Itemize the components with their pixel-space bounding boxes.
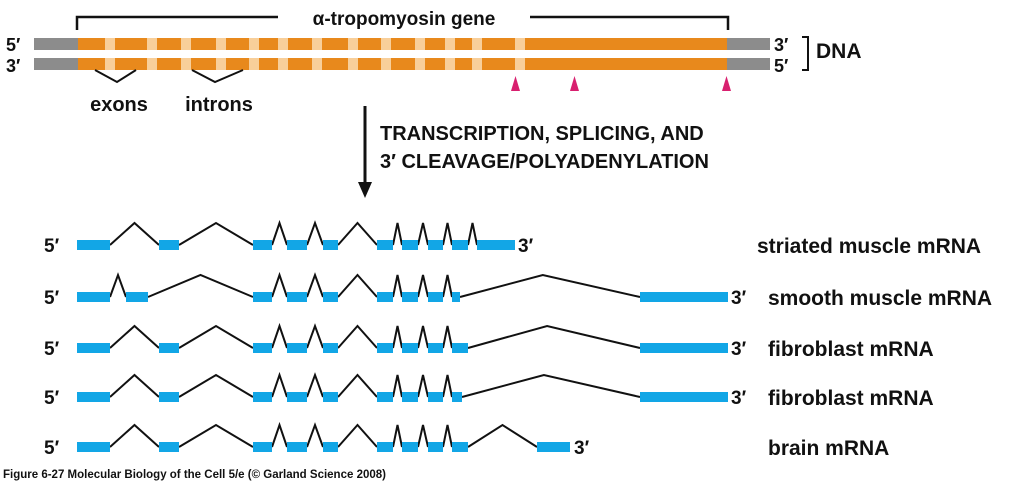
gene-title: α-tropomyosin gene bbox=[312, 9, 496, 30]
mrna-exon bbox=[377, 392, 393, 402]
exon-band bbox=[312, 58, 322, 70]
mrna-exon bbox=[253, 392, 272, 402]
exon-band bbox=[312, 38, 322, 50]
mrna-exon bbox=[428, 343, 443, 353]
mrna-exon bbox=[287, 392, 307, 402]
mrna-exon bbox=[377, 292, 393, 302]
mrna-3prime-label: 3′ bbox=[574, 438, 590, 459]
mrna-exon bbox=[77, 343, 110, 353]
mrna-5prime-label: 5′ bbox=[44, 388, 60, 409]
mrna-exon bbox=[452, 392, 462, 402]
mrna-3prime-label: 3′ bbox=[731, 339, 747, 360]
bottom-strand-gene-body bbox=[78, 58, 727, 70]
mrna-isoform-list bbox=[44, 223, 992, 460]
bottom-strand-3prime-label: 3′ bbox=[6, 56, 21, 76]
exon-band bbox=[472, 58, 482, 70]
bottom-strand-left-flank bbox=[34, 58, 78, 70]
mrna-exon bbox=[377, 343, 393, 353]
exon-band bbox=[348, 58, 358, 70]
exon-band bbox=[105, 38, 115, 50]
mrna-exon bbox=[159, 442, 179, 452]
dna-bracket bbox=[802, 37, 808, 70]
mrna-exon bbox=[402, 240, 418, 250]
mrna-3prime-label: 3′ bbox=[731, 288, 747, 309]
intron-connector-lines bbox=[110, 375, 640, 397]
mrna-exon bbox=[640, 343, 728, 353]
mrna-exon bbox=[452, 343, 468, 353]
mrna-isoform-label: striated muscle mRNA bbox=[757, 235, 982, 258]
mrna-exon bbox=[537, 442, 570, 452]
mrna-exon bbox=[428, 392, 443, 402]
mrna-exon bbox=[126, 292, 148, 302]
mrna-3prime-label: 3′ bbox=[518, 236, 534, 257]
mrna-exon bbox=[428, 442, 443, 452]
mrna-exon bbox=[377, 240, 393, 250]
mrna-exon bbox=[452, 292, 460, 302]
exon-band bbox=[249, 38, 259, 50]
mrna-exon bbox=[428, 292, 443, 302]
top-strand-right-flank bbox=[727, 38, 770, 50]
mrna-exon bbox=[77, 442, 110, 452]
mrna-exon bbox=[253, 442, 272, 452]
top-strand-3prime-label: 3′ bbox=[774, 35, 789, 55]
exon-band bbox=[181, 58, 191, 70]
mrna-isoform-label: fibroblast mRNA bbox=[768, 338, 934, 361]
mrna-exon bbox=[287, 343, 307, 353]
mrna-5prime-label: 5′ bbox=[44, 438, 60, 459]
mrna-row bbox=[44, 223, 981, 258]
mrna-isoform-label: brain mRNA bbox=[768, 437, 890, 460]
mrna-exon bbox=[253, 343, 272, 353]
polyadenylation-site-marker bbox=[570, 76, 579, 91]
polyadenylation-site-marker bbox=[511, 76, 520, 91]
mrna-5prime-label: 5′ bbox=[44, 288, 60, 309]
mrna-exon bbox=[323, 442, 338, 452]
top-strand-gene-body bbox=[78, 38, 727, 50]
mrna-exon bbox=[402, 442, 418, 452]
mrna-row bbox=[44, 326, 934, 361]
exon-band bbox=[445, 38, 455, 50]
mrna-exon bbox=[323, 392, 338, 402]
exon-band bbox=[181, 38, 191, 50]
bottom-strand-5prime-label: 5′ bbox=[774, 56, 789, 76]
process-arrow bbox=[358, 106, 709, 198]
exon-band bbox=[147, 58, 157, 70]
intron-connector-lines bbox=[110, 326, 640, 348]
top-strand-5prime-label: 5′ bbox=[6, 35, 21, 55]
mrna-exon bbox=[452, 240, 468, 250]
introns-label: introns bbox=[185, 94, 253, 116]
mrna-exon bbox=[159, 392, 179, 402]
mrna-exon bbox=[287, 442, 307, 452]
mrna-exon bbox=[377, 442, 393, 452]
mrna-exon bbox=[452, 442, 468, 452]
mrna-isoform-label: fibroblast mRNA bbox=[768, 387, 934, 410]
exons-callout-line bbox=[95, 70, 136, 82]
exon-band bbox=[147, 38, 157, 50]
mrna-exon bbox=[253, 240, 272, 250]
mrna-exon bbox=[402, 292, 418, 302]
dna-label: DNA bbox=[816, 40, 862, 63]
exon-band bbox=[445, 58, 455, 70]
mrna-exon bbox=[253, 292, 272, 302]
exons-label: exons bbox=[90, 94, 148, 116]
mrna-3prime-label: 3′ bbox=[731, 388, 747, 409]
exon-band bbox=[415, 38, 425, 50]
mrna-exon bbox=[77, 240, 110, 250]
mrna-isoform-label: smooth muscle mRNA bbox=[768, 287, 993, 310]
process-text-line-1: TRANSCRIPTION, SPLICING, AND bbox=[380, 123, 704, 145]
mrna-exon bbox=[159, 343, 179, 353]
mrna-exon bbox=[323, 292, 338, 302]
mrna-exon bbox=[428, 240, 443, 250]
mrna-exon bbox=[77, 392, 110, 402]
mrna-exon bbox=[287, 240, 307, 250]
mrna-row bbox=[44, 375, 934, 410]
mrna-exon bbox=[640, 292, 728, 302]
mrna-row bbox=[44, 425, 889, 460]
bottom-strand-right-flank bbox=[727, 58, 770, 70]
mrna-exon bbox=[402, 343, 418, 353]
mrna-exon bbox=[159, 240, 179, 250]
process-arrow-head bbox=[358, 182, 372, 198]
intron-connector-lines bbox=[110, 275, 640, 297]
exon-band bbox=[278, 38, 288, 50]
mrna-5prime-label: 5′ bbox=[44, 339, 60, 360]
exon-band bbox=[216, 58, 226, 70]
mrna-exon bbox=[402, 392, 418, 402]
figure-caption: Figure 6-27 Molecular Biology of the Cell 5/e (© Garland Science 2008) bbox=[3, 469, 386, 481]
process-text-line-2: 3′ CLEAVAGE/POLYADENYLATION bbox=[380, 151, 709, 173]
gene-diagram bbox=[6, 8, 862, 116]
exon-band bbox=[381, 38, 391, 50]
exon-band bbox=[348, 38, 358, 50]
exon-band bbox=[381, 58, 391, 70]
mrna-exon bbox=[287, 292, 307, 302]
introns-callout-line bbox=[192, 70, 243, 82]
mrna-exon bbox=[323, 240, 338, 250]
exon-band bbox=[278, 58, 288, 70]
mrna-5prime-label: 5′ bbox=[44, 236, 60, 257]
exon-band bbox=[515, 38, 525, 50]
exon-band bbox=[249, 58, 259, 70]
mrna-row bbox=[44, 275, 992, 310]
exon-band bbox=[216, 38, 226, 50]
mrna-exon bbox=[640, 392, 728, 402]
exon-band bbox=[472, 38, 482, 50]
polyadenylation-site-marker bbox=[722, 76, 731, 91]
mrna-exon bbox=[323, 343, 338, 353]
exon-band bbox=[105, 58, 115, 70]
mrna-exon bbox=[477, 240, 515, 250]
top-strand-left-flank bbox=[34, 38, 78, 50]
mrna-exon bbox=[77, 292, 110, 302]
exon-band bbox=[415, 58, 425, 70]
exon-band bbox=[515, 58, 525, 70]
